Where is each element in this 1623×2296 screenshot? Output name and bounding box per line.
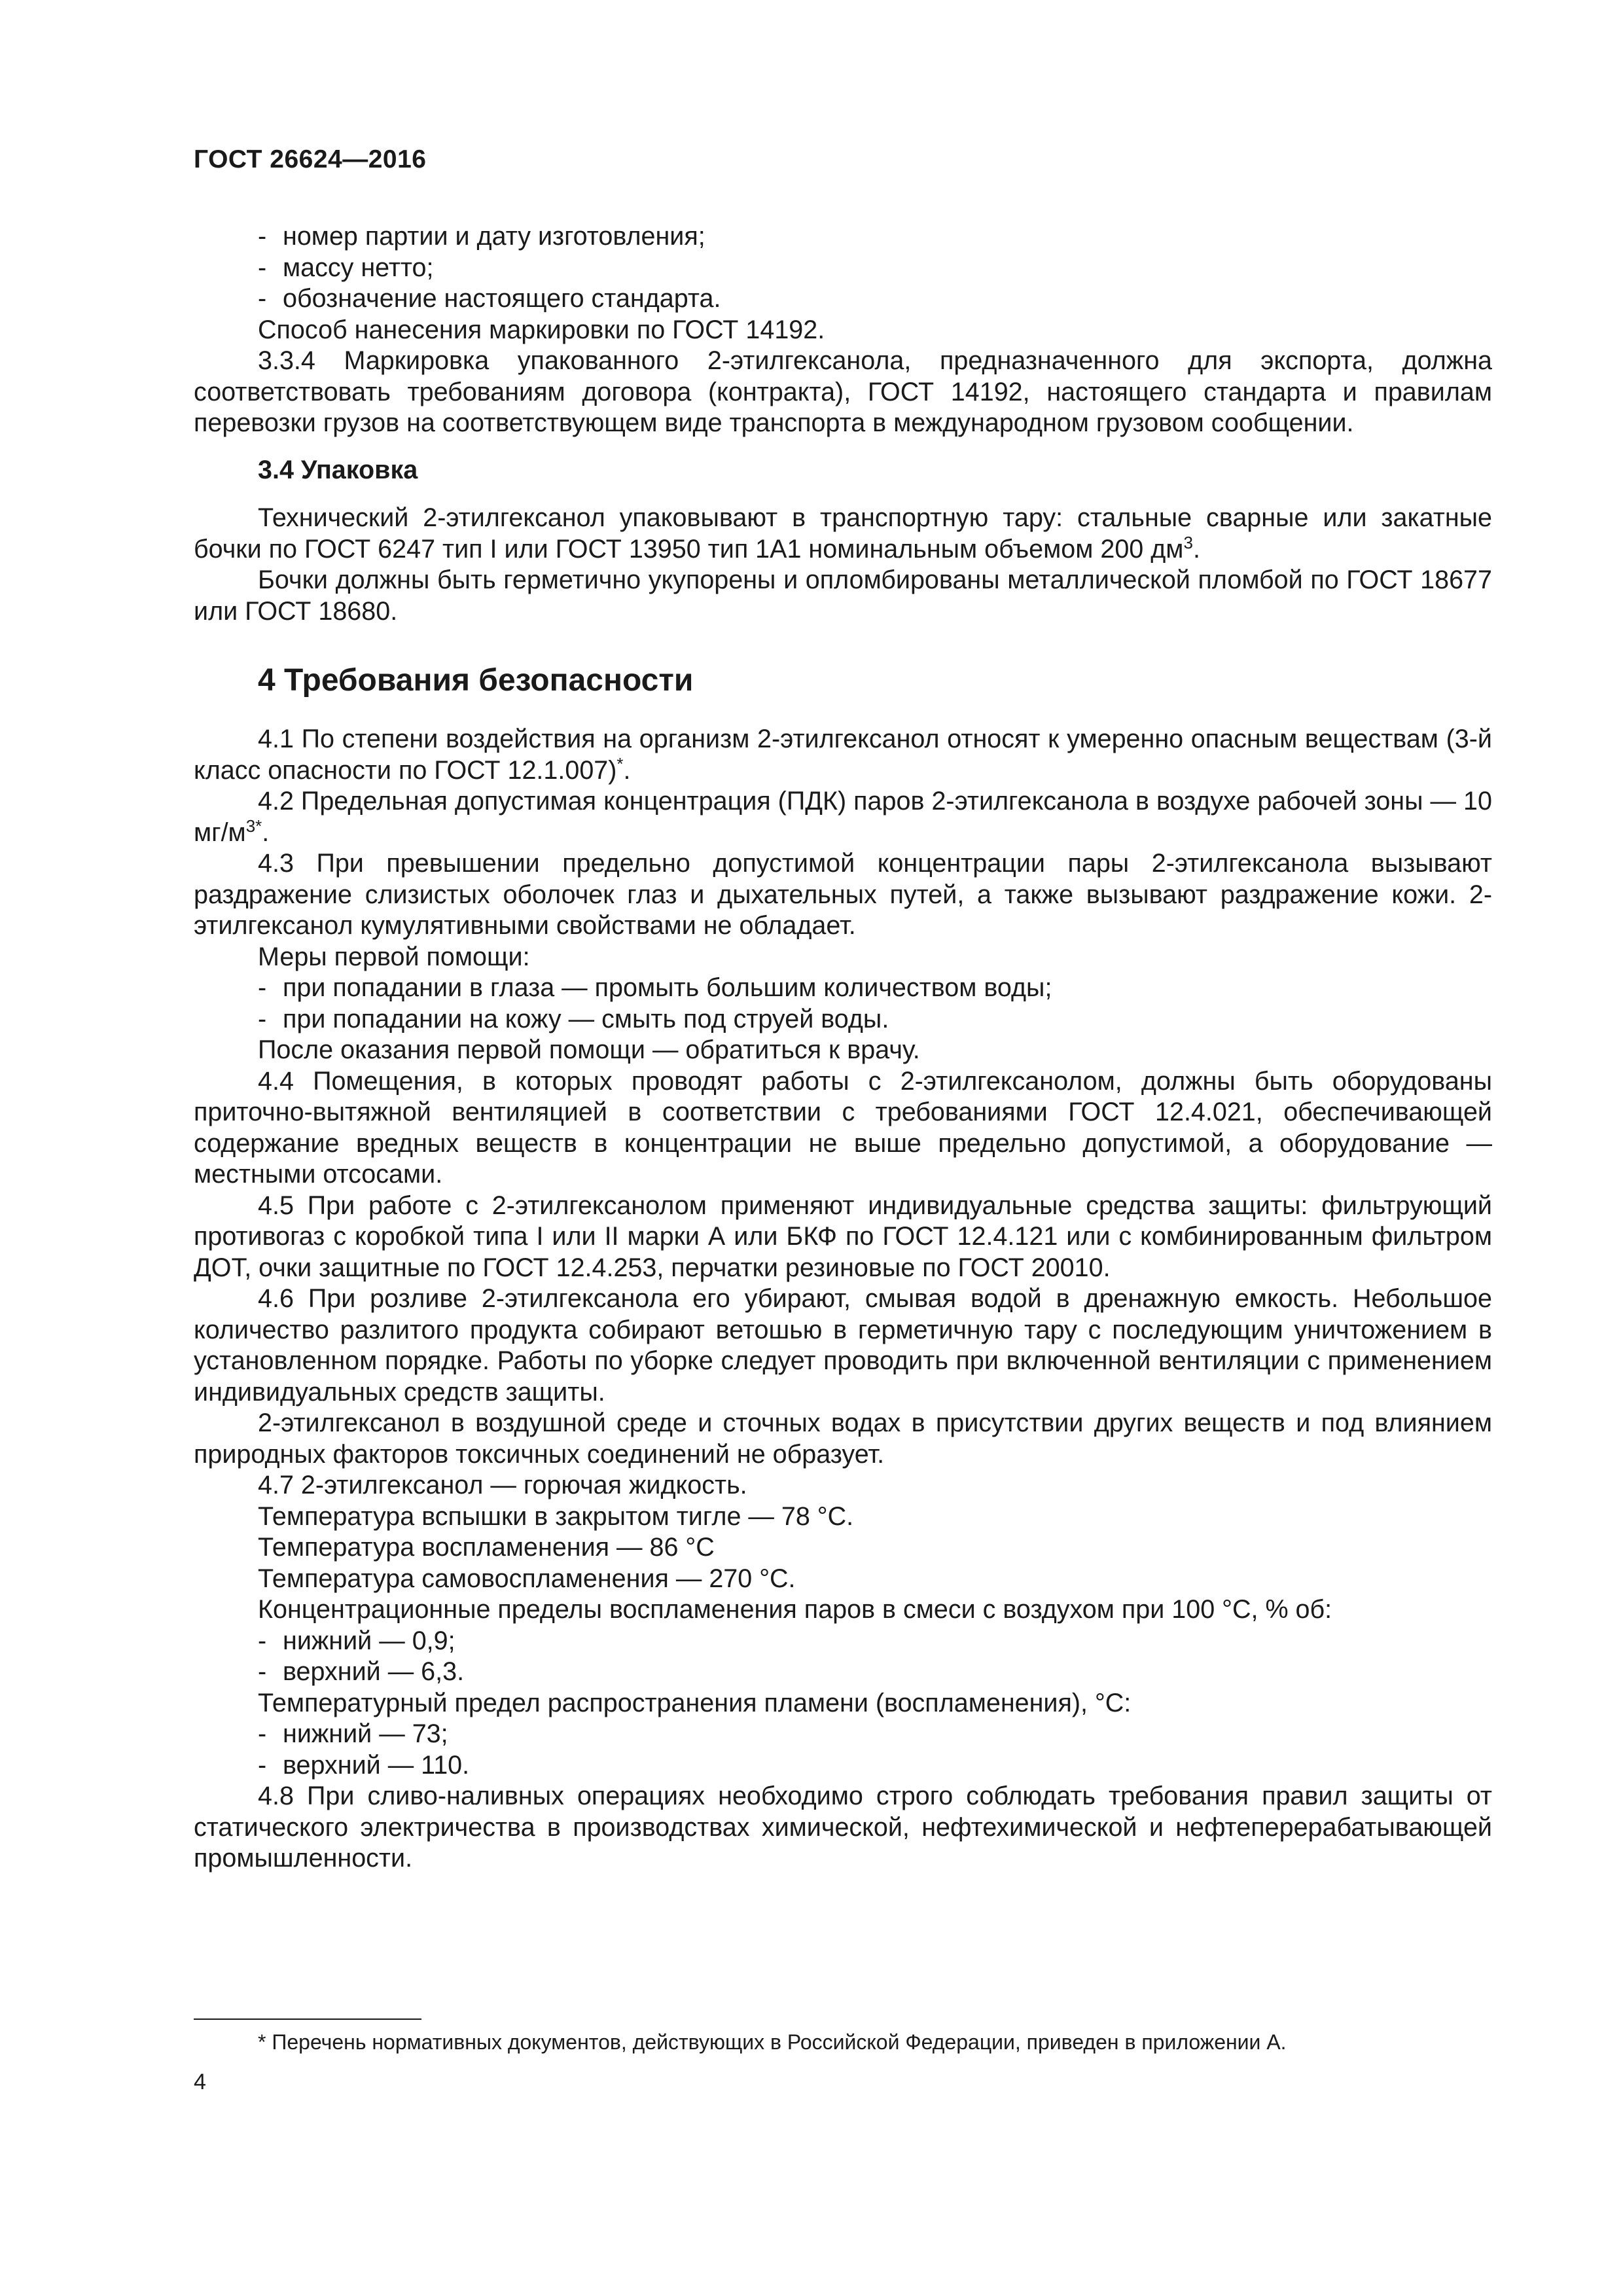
paragraph-4-6-b: 2-этилгексанол в воздушной среде и сточных водах в присутствии других веществ и под влиянием природных факторов токсичных соединений не образует. (194, 1408, 1492, 1469)
list-item: - верхний — 6,3. (258, 1657, 465, 1686)
list-item-text: номер партии и дату изготовления; (283, 222, 705, 251)
paragraph-text: Технический 2-этилгексанол упаковывают в транспортную тару: стальные сварные или закатные бочки по ГОСТ 6247 тип I или ГОСТ 13950 тип 1А1 номинальным объемом 200 дм (194, 503, 1492, 564)
list-item-text: при попадании на кожу — смыть под струей воды. (283, 1004, 889, 1033)
list-item: - при попадании на кожу — смыть под струей воды. (258, 1004, 889, 1033)
paragraph-4-6: 4.6 При розливе 2-этилгексанола его убирают, смывая водой в дренажную емкость. Небольшое количество разлитого продукта собирают ветошью в герметичную тару с последующим уничтожением в установленном порядке. Работы по уборке следует проводить при включенной вентиляции с применением индивидуальных средств защиты. (194, 1284, 1492, 1407)
paragraph-ignition: Температура воспламенения — 86 °С (258, 1533, 715, 1562)
paragraph-4-2 (194, 786, 1492, 848)
paragraph-text: 4.1 По степени воздействия на организм 2-этилгексанол относят к умеренно опасным веществам (3-й класс опасности по ГОСТ 12.1.007) (194, 725, 1492, 785)
footnote-marker: * (616, 753, 624, 774)
paragraph-first-aid: Меры первой помощи: (258, 942, 530, 971)
section-heading-3-4: 3.4 Упаковка (258, 455, 418, 484)
document-code-header: ГОСТ 26624—2016 (194, 145, 427, 173)
list-item-text: нижний — 73; (283, 1719, 448, 1748)
list-item: - номер партии и дату изготовления; (258, 222, 705, 251)
paragraph-4-3: 4.3 При превышении предельно допустимой концентрации пары 2-этилгексанола вызывают раздражение слизистых оболочек глаз и дыхательных путей, а также вызывают раздражение кожи. 2-этилгексанол кумулятивными свойствами не обладает. (194, 849, 1492, 940)
list-item: - при попадании в глаза — промыть большим количеством воды; (258, 973, 1052, 1002)
list-item: - нижний — 73; (258, 1719, 448, 1748)
document-page (194, 0, 1492, 2296)
list-item-text: нижний — 0,9; (283, 1626, 455, 1655)
paragraph-4-4: 4.4 Помещения, в которых проводят работы с 2-этилгексанолом, должны быть оборудованы приточно-вытяжной вентиляцией в соответствии с требованиями ГОСТ 12.4.021, обеспечивающей содержание вредных веществ в концентрации не выше предельно допустимой, а оборудование — местными отсосами. (194, 1066, 1492, 1189)
paragraph-barrels: Бочки должны быть герметично укупорены и опломбированы металлической пломбой по ГОСТ 18677 или ГОСТ 18680. (194, 565, 1492, 626)
list-item-text: при попадании в глаза — промыть большим количеством воды; (283, 973, 1052, 1002)
paragraph-packaging (194, 503, 1492, 565)
paragraph-3-3-4: 3.3.4 Маркировка упакованного 2-этилгексанола, предназначенного для экспорта, должна соответствовать требованиям договора (контракта), ГОСТ 14192, настоящего стандарта и правилам перевозки грузов на соответствующем виде транспорта в международном грузовом сообщении. (194, 346, 1492, 437)
list-item-text: массу нетто; (283, 253, 434, 282)
page-number: 4 (194, 2070, 206, 2094)
paragraph-temp-limit: Температурный предел распространения пламени (воспламенения), °С: (258, 1688, 1132, 1717)
paragraph-after-aid: После оказания первой помощи — обратиться к врачу. (258, 1035, 920, 1064)
paragraph-end: . (1192, 534, 1200, 564)
paragraph-end: . (623, 755, 631, 785)
list-item-text: верхний — 6,3. (283, 1657, 465, 1686)
footnote: * Перечень нормативных документов, действующих в Российской Федерации, приведен в приложении А. (258, 2030, 1287, 2054)
list-item-text: обозначение настоящего стандарта. (283, 284, 721, 313)
superscript: 3* (245, 816, 262, 836)
paragraph-end: . (262, 817, 270, 847)
footnote-divider (194, 2018, 421, 2020)
paragraph-4-8: 4.8 При сливо-наливных операциях необходимо строго соблюдать требования правил защиты от статического электричества в производствах химической, нефтехимической и нефтеперерабатывающей промышленности. (194, 1782, 1492, 1873)
section-heading-4: 4 Требования безопасности (258, 663, 694, 698)
list-item: - массу нетто; (258, 253, 434, 282)
list-item-text: верхний — 110. (283, 1750, 470, 1780)
paragraph-limits: Концентрационные пределы воспламенения паров в смеси с воздухом при 100 °С, % об: (258, 1595, 1332, 1624)
paragraph-flash-point: Температура вспышки в закрытом тигле — 78 °С. (258, 1501, 854, 1531)
paragraph-text: 4.2 Предельная допустимая концентрация (ПДК) паров 2-этилгексанола в воздухе рабочей зоны — 10 мг/м (194, 787, 1492, 847)
paragraph-4-1 (194, 724, 1492, 786)
paragraph-marking-method: Способ нанесения маркировки по ГОСТ 14192. (258, 315, 825, 344)
list-item: - нижний — 0,9; (258, 1626, 455, 1655)
list-item: - верхний — 110. (258, 1750, 470, 1780)
paragraph-4-5: 4.5 При работе с 2-этилгексанолом применяют индивидуальные средства защиты: фильтрующий противогаз с коробкой типа I или II марки А или БКФ по ГОСТ 12.4.121 или с комбинированным фильтром ДОТ, очки защитные по ГОСТ 12.4.253, перчатки резиновые по ГОСТ 20010. (194, 1191, 1492, 1282)
superscript: 3 (1183, 532, 1193, 552)
paragraph-autoignition: Температура самовоспламенения — 270 °С. (258, 1564, 796, 1593)
list-item: - обозначение настоящего стандарта. (258, 284, 721, 313)
page-content (194, 221, 1492, 1874)
paragraph-4-7: 4.7 2-этилгексанол — горючая жидкость. (258, 1471, 747, 1499)
